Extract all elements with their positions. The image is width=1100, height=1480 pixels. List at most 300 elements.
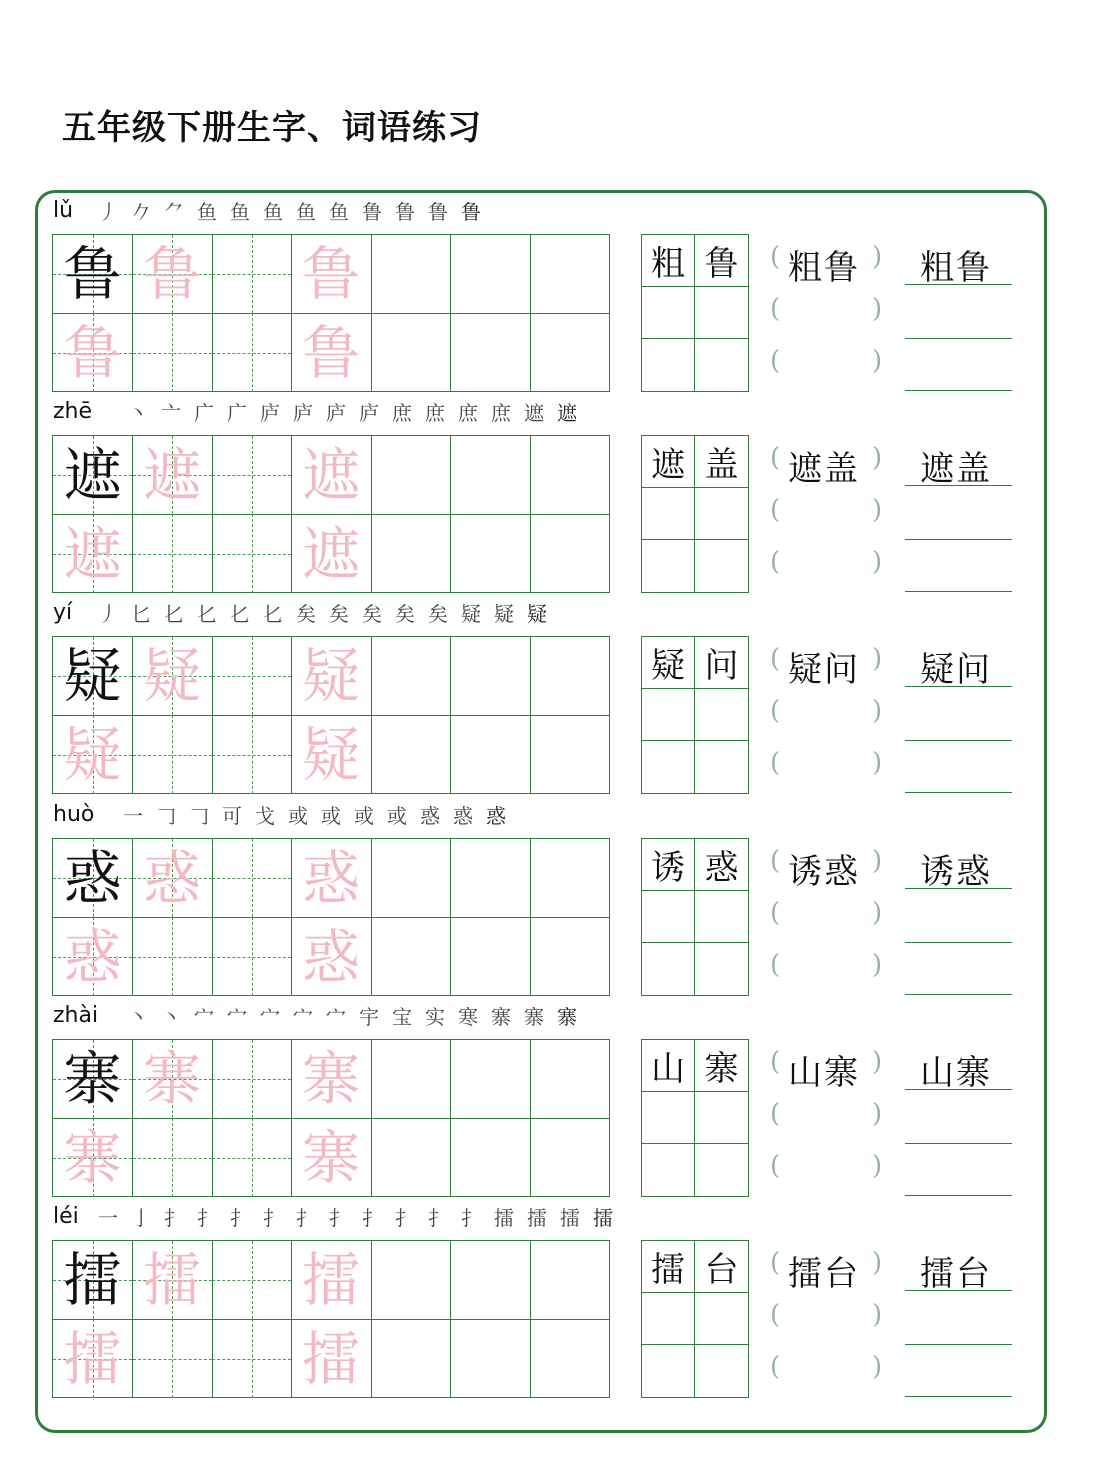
stroke-step: 鲁: [461, 200, 481, 224]
grid-cell[interactable]: [53, 917, 133, 996]
write-line[interactable]: [905, 942, 1012, 943]
grid-cell[interactable]: [212, 514, 292, 593]
paren-word: 擂台: [788, 1254, 860, 1294]
grid-cell[interactable]: [292, 839, 372, 918]
char-section-3: [0, 796, 1100, 996]
stroke-step: 矣: [395, 602, 415, 626]
grid-cell[interactable]: [371, 1319, 451, 1398]
word-cell[interactable]: 遮: [642, 436, 695, 488]
paren-right: ): [872, 1352, 883, 1382]
grid-cell[interactable]: [530, 514, 610, 593]
stroke-step: 矣: [362, 602, 382, 626]
stroke-step: 惑: [486, 804, 506, 828]
stroke-step: 实: [425, 1005, 445, 1029]
stroke-step: 矣: [329, 602, 349, 626]
write-line[interactable]: [905, 591, 1012, 592]
stroke-step: 擂: [593, 1206, 613, 1230]
write-line[interactable]: [905, 485, 1012, 486]
stroke-step: 擂: [494, 1206, 514, 1230]
trace-character: 鲁: [301, 318, 360, 387]
grid-cell[interactable]: [133, 637, 213, 716]
stroke-step: 戈: [255, 804, 275, 828]
guide-line: [172, 715, 173, 794]
stroke-step: 丿: [98, 200, 118, 224]
grid-cell[interactable]: [451, 715, 531, 794]
guide-line: [252, 436, 253, 514]
stroke-step: 扌: [362, 1206, 382, 1230]
word-grid: [641, 435, 749, 593]
word-cell[interactable]: [695, 689, 748, 741]
stroke-step: 或: [387, 804, 407, 828]
guide-line: [172, 313, 173, 392]
paren-right: ): [872, 1248, 883, 1278]
grid-cell[interactable]: [292, 235, 372, 314]
stroke-order: [95, 1204, 616, 1232]
paren-right: ): [872, 950, 883, 980]
stroke-step: 遮: [557, 401, 577, 425]
stroke-step: 或: [288, 804, 308, 828]
writing-grid: [52, 1039, 610, 1197]
stroke-step: 丶: [128, 1005, 148, 1029]
stroke-step: 扌: [296, 1206, 316, 1230]
paren-left: (: [770, 1248, 781, 1278]
pinyin-label: yí: [53, 600, 73, 625]
write-line[interactable]: [905, 1089, 1012, 1090]
stroke-step: 扌: [263, 1206, 283, 1230]
stroke-order: [125, 399, 580, 427]
grid-cell[interactable]: [371, 839, 451, 918]
grid-cell[interactable]: [371, 637, 451, 716]
trace-character: 疑: [63, 720, 122, 789]
word-cell[interactable]: [695, 943, 748, 995]
grid-cell[interactable]: [292, 1241, 372, 1320]
stroke-step: 宀: [260, 1005, 280, 1029]
grid-cell[interactable]: [371, 1241, 451, 1320]
trace-character: 寨: [301, 1045, 360, 1113]
word-cell[interactable]: 鲁: [695, 235, 748, 287]
grid-cell[interactable]: [53, 1040, 133, 1119]
stroke-step: 宇: [359, 1005, 379, 1029]
word-cell[interactable]: [642, 1293, 695, 1345]
word-cell[interactable]: [695, 891, 748, 943]
grid-cell[interactable]: [371, 1118, 451, 1197]
paren-left: (: [770, 950, 781, 980]
grid-cell[interactable]: [53, 1241, 133, 1320]
word-cell[interactable]: [695, 287, 748, 339]
trace-character: 惑: [301, 922, 360, 991]
stroke-step: 𠂊: [131, 200, 151, 224]
stroke-step: 庶: [491, 401, 511, 425]
grid-cell[interactable]: [371, 1040, 451, 1119]
pinyin-label: lǔ: [53, 198, 74, 223]
grid-cell[interactable]: [451, 1118, 531, 1197]
write-line[interactable]: [905, 1290, 1012, 1291]
paren-left: (: [770, 748, 781, 778]
write-line[interactable]: [905, 539, 1012, 540]
grid-cell[interactable]: [53, 514, 133, 593]
paren-left: (: [770, 1151, 781, 1181]
grid-cell[interactable]: [451, 637, 531, 716]
word-cell[interactable]: [642, 1144, 695, 1196]
stroke-step: 或: [321, 804, 341, 828]
grid-cell[interactable]: [212, 235, 292, 314]
paren-left: (: [770, 696, 781, 726]
grid-cell[interactable]: [451, 1319, 531, 1398]
writing-grid: [52, 234, 610, 392]
model-character: 鲁: [63, 240, 122, 308]
grid-cell[interactable]: [133, 436, 213, 515]
stroke-step: 寒: [458, 1005, 478, 1029]
grid-cell[interactable]: [212, 313, 292, 392]
stroke-step: 庐: [293, 401, 313, 425]
guide-line: [252, 313, 253, 392]
trace-character: 寨: [142, 1045, 201, 1113]
grid-cell[interactable]: [451, 436, 531, 515]
trace-character: 擂: [301, 1324, 360, 1393]
grid-cell[interactable]: [292, 1118, 372, 1197]
stroke-step: 庶: [425, 401, 445, 425]
word-cell[interactable]: [695, 741, 748, 793]
grid-cell[interactable]: [371, 313, 451, 392]
word-cell[interactable]: [695, 1345, 748, 1397]
stroke-step: 丿: [98, 602, 118, 626]
stroke-step: 扌: [164, 1206, 184, 1230]
paren-left: (: [770, 1352, 781, 1382]
word-cell[interactable]: 台: [695, 1241, 748, 1293]
grid-cell[interactable]: [530, 917, 610, 996]
trace-character: 惑: [142, 844, 201, 912]
paren-right: ): [872, 1300, 883, 1330]
trace-character: 鲁: [63, 318, 122, 387]
trace-character: 擂: [142, 1246, 201, 1314]
write-line[interactable]: [905, 792, 1012, 793]
grid-cell[interactable]: [53, 1118, 133, 1197]
stroke-step: 疑: [494, 602, 514, 626]
word-cell[interactable]: [642, 741, 695, 793]
grid-cell[interactable]: [133, 839, 213, 918]
stroke-step: 矣: [296, 602, 316, 626]
stroke-step: 鲁: [395, 200, 415, 224]
stroke-step: 寨: [557, 1005, 577, 1029]
grid-cell[interactable]: [53, 1319, 133, 1398]
paren-left: (: [770, 443, 781, 473]
word-cell[interactable]: [642, 943, 695, 995]
stroke-step: 疑: [527, 602, 547, 626]
grid-cell[interactable]: [212, 1241, 292, 1320]
grid-cell[interactable]: [292, 1319, 372, 1398]
guide-line: [252, 917, 253, 996]
pinyin-label: zhài: [53, 1003, 99, 1028]
stroke-step: 惑: [453, 804, 473, 828]
grid-cell[interactable]: [133, 313, 213, 392]
grid-cell[interactable]: [451, 917, 531, 996]
paren-left: (: [770, 898, 781, 928]
grid-cell[interactable]: [133, 917, 213, 996]
grid-cell[interactable]: [371, 235, 451, 314]
paren-left: (: [770, 242, 781, 272]
stroke-step: 丶: [128, 401, 148, 425]
grid-cell[interactable]: [292, 514, 372, 593]
word-grid: [641, 636, 749, 794]
stroke-step: 丶: [161, 1005, 181, 1029]
guide-line: [252, 1118, 253, 1197]
paren-right: ): [872, 443, 883, 473]
grid-cell[interactable]: [530, 1319, 610, 1398]
trace-character: 遮: [63, 519, 122, 588]
word-cell[interactable]: [642, 488, 695, 540]
paren-right: ): [872, 242, 883, 272]
paren-right: ): [872, 495, 883, 525]
paren-word: 疑问: [788, 650, 860, 690]
paren-left: (: [770, 346, 781, 376]
trace-character: 寨: [63, 1123, 122, 1192]
stroke-step: 鲁: [362, 200, 382, 224]
grid-cell[interactable]: [530, 637, 610, 716]
grid-cell[interactable]: [451, 313, 531, 392]
word-cell[interactable]: 擂: [642, 1241, 695, 1293]
paren-right: ): [872, 748, 883, 778]
write-line[interactable]: [905, 390, 1012, 391]
paren-right: ): [872, 1099, 883, 1129]
stroke-step: 扌: [230, 1206, 250, 1230]
grid-cell[interactable]: [371, 715, 451, 794]
stroke-step: 庐: [326, 401, 346, 425]
word-cell[interactable]: 问: [695, 637, 748, 689]
stroke-step: 鱼: [263, 200, 283, 224]
word-cell[interactable]: [695, 339, 748, 391]
model-character: 遮: [63, 441, 122, 509]
guide-line: [252, 235, 253, 313]
grid-cell[interactable]: [530, 839, 610, 918]
stroke-step: 𠃌: [156, 804, 176, 828]
writing-grid: [52, 1240, 610, 1398]
grid-cell[interactable]: [53, 637, 133, 716]
word-cell[interactable]: 惑: [695, 839, 748, 891]
char-section-5: [0, 1198, 1100, 1398]
stroke-step: 扌: [395, 1206, 415, 1230]
grid-cell[interactable]: [133, 715, 213, 794]
grid-cell[interactable]: [451, 1040, 531, 1119]
guide-line: [172, 514, 173, 593]
model-character: 惑: [63, 844, 122, 912]
writing-grid: [52, 838, 610, 996]
grid-cell[interactable]: [292, 715, 372, 794]
grid-cell[interactable]: [371, 436, 451, 515]
grid-cell[interactable]: [53, 715, 133, 794]
write-line[interactable]: [905, 1143, 1012, 1144]
write-line[interactable]: [905, 1396, 1012, 1397]
stroke-step: 寨: [524, 1005, 544, 1029]
paren-right: ): [872, 1151, 883, 1181]
grid-cell[interactable]: [530, 1040, 610, 1119]
stroke-step: 擂: [560, 1206, 580, 1230]
word-grid: [641, 1240, 749, 1398]
stroke-step: 寨: [491, 1005, 511, 1029]
trace-character: 寨: [301, 1123, 360, 1192]
stroke-step: 𠤎: [230, 602, 250, 626]
trace-character: 遮: [301, 519, 360, 588]
grid-cell[interactable]: [292, 1040, 372, 1119]
write-line[interactable]: [905, 994, 1012, 995]
word-cell[interactable]: [642, 689, 695, 741]
word-cell[interactable]: [642, 891, 695, 943]
word-cell[interactable]: 疑: [642, 637, 695, 689]
guide-line: [252, 839, 253, 917]
grid-cell[interactable]: [530, 715, 610, 794]
grid-cell[interactable]: [133, 1319, 213, 1398]
write-line[interactable]: [905, 888, 1012, 889]
pinyin-label: zhē: [53, 399, 93, 424]
stroke-step: 匕: [131, 602, 151, 626]
grid-cell[interactable]: [371, 917, 451, 996]
word-cell[interactable]: 山: [642, 1040, 695, 1092]
grid-cell[interactable]: [371, 514, 451, 593]
write-line[interactable]: [905, 338, 1012, 339]
grid-cell[interactable]: [530, 235, 610, 314]
grid-cell[interactable]: [133, 1118, 213, 1197]
grid-cell[interactable]: [212, 436, 292, 515]
stroke-step: 𠤎: [164, 602, 184, 626]
grid-cell[interactable]: [212, 715, 292, 794]
grid-cell[interactable]: [53, 313, 133, 392]
paren-right: ): [872, 898, 883, 928]
grid-cell[interactable]: [451, 514, 531, 593]
model-character: 疑: [63, 642, 122, 710]
write-line[interactable]: [905, 284, 1012, 285]
underline-word: 山寨: [920, 1053, 992, 1093]
paren-left: (: [770, 294, 781, 324]
underline-word: 疑问: [920, 650, 992, 690]
stroke-step: 可: [222, 804, 242, 828]
underline-word: 遮盖: [920, 449, 992, 489]
grid-cell[interactable]: [292, 436, 372, 515]
guide-line: [252, 514, 253, 593]
word-cell[interactable]: [642, 287, 695, 339]
grid-cell[interactable]: [133, 514, 213, 593]
grid-cell[interactable]: [53, 839, 133, 918]
stroke-step: 宀: [293, 1005, 313, 1029]
stroke-step: 广: [227, 401, 247, 425]
stroke-step: 庐: [359, 401, 379, 425]
trace-character: 疑: [142, 642, 201, 710]
paren-word: 山寨: [788, 1053, 860, 1093]
stroke-step: 矣: [428, 602, 448, 626]
guide-line: [172, 1118, 173, 1197]
paren-word: 粗鲁: [788, 248, 860, 288]
grid-cell[interactable]: [530, 1118, 610, 1197]
trace-character: 擂: [301, 1246, 360, 1314]
paren-right: ): [872, 644, 883, 674]
stroke-step: 庶: [458, 401, 478, 425]
word-grid: [641, 234, 749, 392]
trace-character: 疑: [301, 642, 360, 710]
paren-left: (: [770, 547, 781, 577]
stroke-step: 宀: [227, 1005, 247, 1029]
grid-cell[interactable]: [212, 1040, 292, 1119]
grid-cell[interactable]: [212, 1319, 292, 1398]
paren-left: (: [770, 846, 781, 876]
grid-cell[interactable]: [53, 235, 133, 314]
stroke-step: 𠃌: [189, 804, 209, 828]
grid-cell[interactable]: [451, 839, 531, 918]
write-line[interactable]: [905, 686, 1012, 687]
word-grid: [641, 1039, 749, 1197]
pinyin-label: léi: [53, 1204, 79, 1229]
stroke-step: ⺈: [164, 200, 184, 224]
word-cell[interactable]: 盖: [695, 436, 748, 488]
grid-cell[interactable]: [530, 1241, 610, 1320]
stroke-order: [120, 802, 509, 830]
word-cell[interactable]: [642, 1092, 695, 1144]
model-character: 寨: [63, 1045, 122, 1113]
model-character: 擂: [63, 1246, 122, 1314]
grid-cell[interactable]: [212, 1118, 292, 1197]
grid-cell[interactable]: [451, 235, 531, 314]
paren-left: (: [770, 1300, 781, 1330]
grid-cell[interactable]: [292, 917, 372, 996]
trace-character: 惑: [301, 844, 360, 912]
stroke-order: [95, 600, 550, 628]
underline-word: 擂台: [920, 1254, 992, 1294]
word-cell[interactable]: [695, 488, 748, 540]
word-cell[interactable]: [642, 540, 695, 592]
word-cell[interactable]: [695, 1144, 748, 1196]
stroke-step: 𠤎: [197, 602, 217, 626]
grid-cell[interactable]: [133, 1040, 213, 1119]
grid-cell[interactable]: [530, 436, 610, 515]
grid-cell[interactable]: [133, 235, 213, 314]
word-cell[interactable]: [695, 1092, 748, 1144]
grid-cell[interactable]: [451, 1241, 531, 1320]
stroke-step: 广: [194, 401, 214, 425]
grid-cell[interactable]: [53, 436, 133, 515]
guide-line: [252, 1241, 253, 1319]
stroke-step: 扌: [197, 1206, 217, 1230]
grid-cell[interactable]: [212, 637, 292, 716]
word-cell[interactable]: 寨: [695, 1040, 748, 1092]
word-cell[interactable]: [642, 1345, 695, 1397]
guide-line: [252, 715, 253, 794]
guide-line: [252, 637, 253, 715]
word-cell[interactable]: [695, 540, 748, 592]
guide-line: [172, 1319, 173, 1398]
grid-cell[interactable]: [212, 917, 292, 996]
paren-right: ): [872, 294, 883, 324]
grid-cell[interactable]: [292, 637, 372, 716]
stroke-step: 宝: [392, 1005, 412, 1029]
word-cell[interactable]: [642, 339, 695, 391]
grid-cell[interactable]: [292, 313, 372, 392]
grid-cell[interactable]: [530, 313, 610, 392]
word-cell[interactable]: 粗: [642, 235, 695, 287]
stroke-step: 扌: [461, 1206, 481, 1230]
writing-grid: [52, 636, 610, 794]
stroke-order: [125, 1003, 580, 1031]
paren-right: ): [872, 696, 883, 726]
paren-left: (: [770, 495, 781, 525]
grid-cell[interactable]: [133, 1241, 213, 1320]
write-line[interactable]: [905, 740, 1012, 741]
pinyin-label: huò: [53, 802, 95, 827]
word-cell[interactable]: 诱: [642, 839, 695, 891]
write-line[interactable]: [905, 1344, 1012, 1345]
trace-character: 鲁: [301, 240, 360, 308]
trace-character: 遮: [301, 441, 360, 509]
paren-left: (: [770, 1047, 781, 1077]
word-cell[interactable]: [695, 1293, 748, 1345]
grid-cell[interactable]: [212, 839, 292, 918]
write-line[interactable]: [905, 1195, 1012, 1196]
